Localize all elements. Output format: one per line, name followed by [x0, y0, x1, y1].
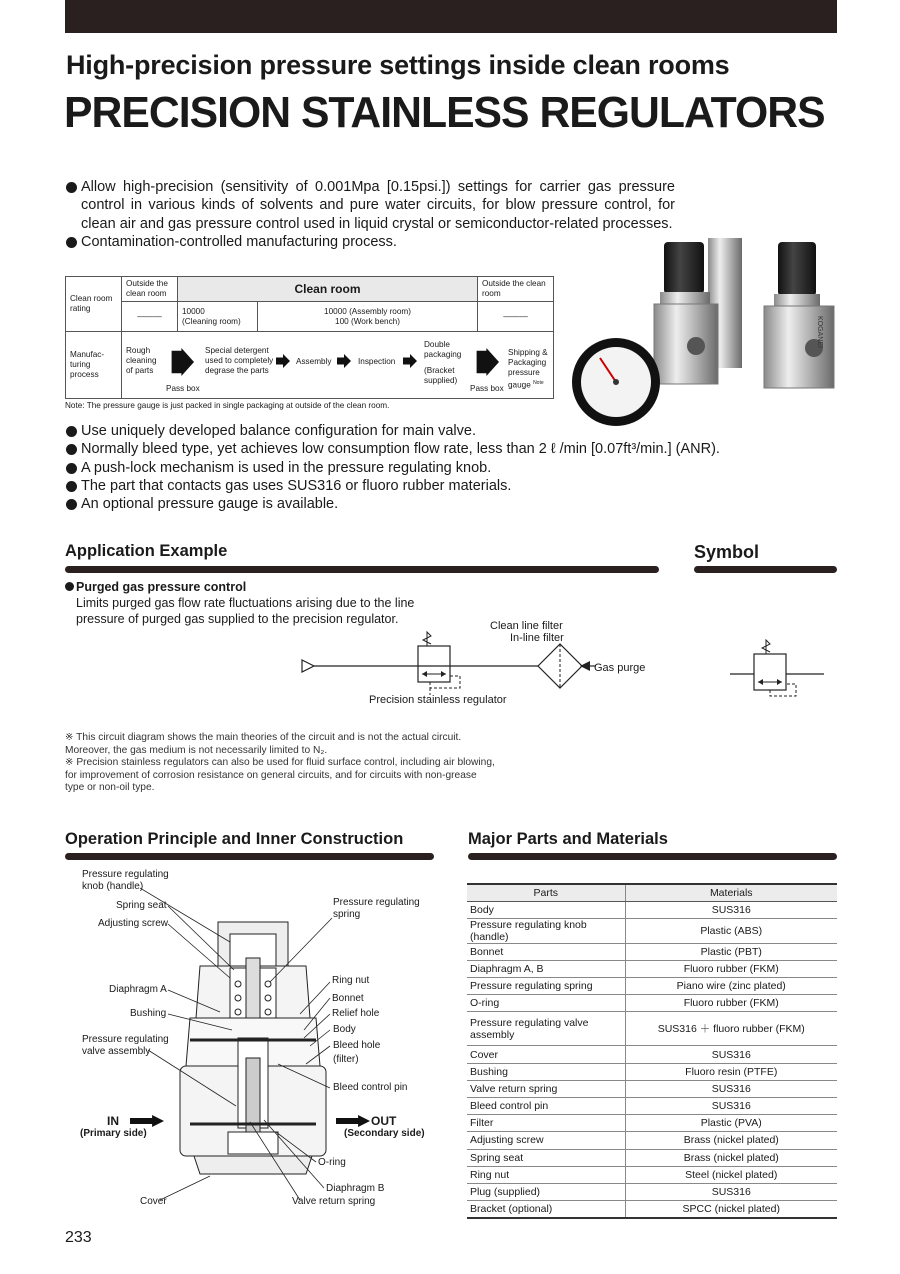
feature-item: A push-lock mechanism is used in the pressure regulating knob.	[65, 459, 825, 477]
label-return-spring: Valve return spring	[292, 1196, 376, 1207]
rating-dash: ———	[478, 302, 554, 332]
proc-inspection: Inspection	[358, 357, 396, 366]
part-material: Steel (nickel plated)	[625, 1166, 837, 1183]
part-material: SPCC (nickel plated)	[625, 1201, 837, 1218]
part-name: Pressure regulating spring	[467, 978, 625, 995]
proc-assembly: Assembly	[296, 357, 332, 366]
label-knob: Pressure regulating knob (handle)	[82, 869, 169, 892]
feature-item: Allow high-precision (sensitivity of 0.001Mpa [0.15psi.]) settings for carrier gas pressure control in various kinds of solvents and pure water circuits, for blow pressure control, for clean air and gas pressure control used in liquid crystal or semiconductor-related processes.	[65, 178, 675, 233]
feature-item: Contamination-controlled manufacturing process.	[65, 233, 675, 251]
label-valve-assembly: Pressure regulating valve assembly	[82, 1034, 169, 1057]
part-name: Adjusting screw	[467, 1132, 625, 1149]
label-cover: Cover	[140, 1196, 167, 1207]
part-name: Bleed control pin	[467, 1098, 625, 1115]
col-clean-room: Clean room	[178, 277, 478, 302]
feature-item: An optional pressure gauge is available.	[65, 495, 825, 513]
note-item: ※ Precision stainless regulators can also be used for fluid surface control, including air blowing, for improvement of corrosion resistance on general circuits, and for circuits with non-grease type or non-oil type.	[65, 757, 495, 794]
parts-materials-table	[467, 883, 837, 1219]
col-outside-right: Outside the clean room	[478, 277, 554, 302]
part-name: Valve return spring	[467, 1080, 625, 1097]
part-name: Pressure regulating knob (handle)	[467, 918, 625, 943]
part-material: SUS316	[625, 1183, 837, 1200]
label-diaphragm-b: Diaphragm B	[326, 1183, 385, 1194]
part-material: Piano wire (zinc plated)	[625, 978, 837, 995]
part-material: SUS316	[625, 1080, 837, 1097]
note-item: ※ This circuit diagram shows the main theories of the circuit and is not the actual circuit. Moreover, the gas medium is not necessarily limited to N₂.	[65, 732, 462, 756]
part-name: Pressure regulating valve assembly	[467, 1012, 625, 1046]
application-item-text: Limits purged gas flow rate fluctuations arising due to the line pressure of purged gas supplied to the precision regulator.	[76, 596, 415, 626]
part-name: Plug (supplied)	[467, 1183, 625, 1200]
part-name: O-ring	[467, 995, 625, 1012]
part-name: Bushing	[467, 1063, 625, 1080]
part-name: Bonnet	[467, 943, 625, 960]
col-outside-left: Outside the clean room	[122, 277, 178, 302]
label-adjusting-screw: Adjusting screw	[98, 918, 169, 929]
application-item-title: Purged gas pressure control	[65, 580, 246, 596]
part-name: Ring nut	[467, 1166, 625, 1183]
proc-bracket: (Bracket supplied)	[424, 366, 458, 385]
section-bar	[468, 853, 837, 860]
arrow-icon	[337, 354, 351, 368]
label-filter: (filter)	[333, 1054, 359, 1065]
rating-cleaning: 10000 (Cleaning room)	[178, 302, 258, 332]
label-relief-hole: Relief hole	[332, 1008, 380, 1019]
part-name: Cover	[467, 1046, 625, 1063]
part-material: SUS316 ＋ fluoro rubber (FKM)	[625, 1012, 837, 1046]
regulator-symbol	[728, 630, 828, 700]
part-material: Fluoro rubber (FKM)	[625, 960, 837, 977]
part-name: Bracket (optional)	[467, 1201, 625, 1218]
leader-lines	[0, 860, 440, 1210]
application-notes	[65, 732, 495, 795]
proc-double: Double packaging	[424, 340, 462, 359]
proc-rough: Rough cleaning of parts	[126, 346, 157, 375]
label-secondary: (Secondary side)	[344, 1128, 425, 1139]
label-reg-spring: Pressure regulating spring	[333, 897, 420, 920]
label-diaphragm-a: Diaphragm A	[109, 984, 167, 995]
part-material: Plastic (ABS)	[625, 918, 837, 943]
section-bar	[65, 853, 434, 860]
label-in: IN	[107, 1114, 119, 1128]
label-spring-seat: Spring seat	[116, 900, 167, 911]
feature-item: Normally bleed type, yet achieves low consumption flow rate, less than 2 ℓ /min [0.07ft³/min.] (ANR).	[65, 440, 825, 458]
part-name: Spring seat	[467, 1149, 625, 1166]
arrow-icon	[471, 348, 499, 376]
proc-shipping: Shipping & Packaging pressure gauge $^{Note}$	[508, 348, 548, 390]
proc-detergent: Special detergent used to completely degrase the parts	[205, 346, 274, 375]
product-photo	[570, 236, 840, 431]
label-primary: (Primary side)	[80, 1128, 147, 1139]
arrow-icon	[166, 348, 194, 376]
label-bleed-pin: Bleed control pin	[333, 1082, 408, 1093]
part-material: Brass (nickel plated)	[625, 1149, 837, 1166]
part-material: Brass (nickel plated)	[625, 1132, 837, 1149]
symbol-title: Symbol	[694, 542, 760, 562]
part-material: Plastic (PBT)	[625, 943, 837, 960]
label-o-ring: O-ring	[318, 1157, 346, 1168]
rating-dash: ———	[122, 302, 178, 332]
part-name: Filter	[467, 1115, 625, 1132]
filter-label: Clean line filter	[490, 620, 563, 632]
bullet-icon	[65, 582, 74, 591]
application-title: Application Example	[65, 542, 228, 560]
pass-box-label: Pass box	[470, 384, 504, 393]
part-name: Body	[467, 901, 625, 918]
row-label-rating: Clean room rating	[66, 277, 122, 332]
section-bar	[65, 566, 659, 573]
page-title: PRECISION STAINLESS REGULATORS	[64, 88, 825, 137]
part-material: SUS316	[625, 901, 837, 918]
label-bleed-hole: Bleed hole	[333, 1040, 381, 1051]
gas-purge-label: Gas purge	[594, 662, 646, 674]
col-materials: Materials	[625, 884, 837, 901]
section-bar	[694, 566, 837, 573]
operation-title: Operation Principle and Inner Construction	[65, 830, 404, 848]
cleanroom-note: Note: The pressure gauge is just packed in single packaging at outside of the clean room.	[65, 401, 390, 410]
page-subtitle: High-precision pressure settings inside clean rooms	[66, 50, 730, 80]
arrow-icon	[403, 354, 417, 368]
col-parts: Parts	[467, 884, 625, 901]
parts-title: Major Parts and Materials	[468, 830, 668, 848]
top-bar	[65, 0, 837, 33]
regulator-label: Precision stainless regulator	[369, 694, 507, 706]
label-bushing: Bushing	[130, 1008, 167, 1019]
label-body: Body	[333, 1024, 356, 1035]
row-label-process: Manufac-turing process	[66, 332, 122, 399]
label-bonnet: Bonnet	[332, 993, 364, 1004]
label-out: OUT	[371, 1114, 397, 1128]
part-material: SUS316	[625, 1046, 837, 1063]
page-number: 233	[65, 1229, 92, 1246]
process-flow	[122, 332, 554, 399]
cleanroom-process-table	[65, 276, 554, 399]
filter-label-2: In-line filter	[510, 632, 564, 644]
part-material: Plastic (PVA)	[625, 1115, 837, 1132]
part-name: Diaphragm A, B	[467, 960, 625, 977]
part-material: Fluoro resin (PTFE)	[625, 1063, 837, 1080]
part-material: Fluoro rubber (FKM)	[625, 995, 837, 1012]
features-bottom	[65, 422, 825, 513]
rating-assembly: 10000 (Assembly room) 100 (Work bench)	[258, 302, 478, 332]
feature-item: The part that contacts gas uses SUS316 or fluoro rubber materials.	[65, 477, 825, 495]
feature-item: Use uniquely developed balance configuration for main valve.	[65, 422, 825, 440]
pass-box-label: Pass box	[166, 384, 200, 393]
label-ring-nut: Ring nut	[332, 975, 370, 986]
brand-logo: KOGANEI	[816, 316, 823, 348]
part-material: SUS316	[625, 1098, 837, 1115]
